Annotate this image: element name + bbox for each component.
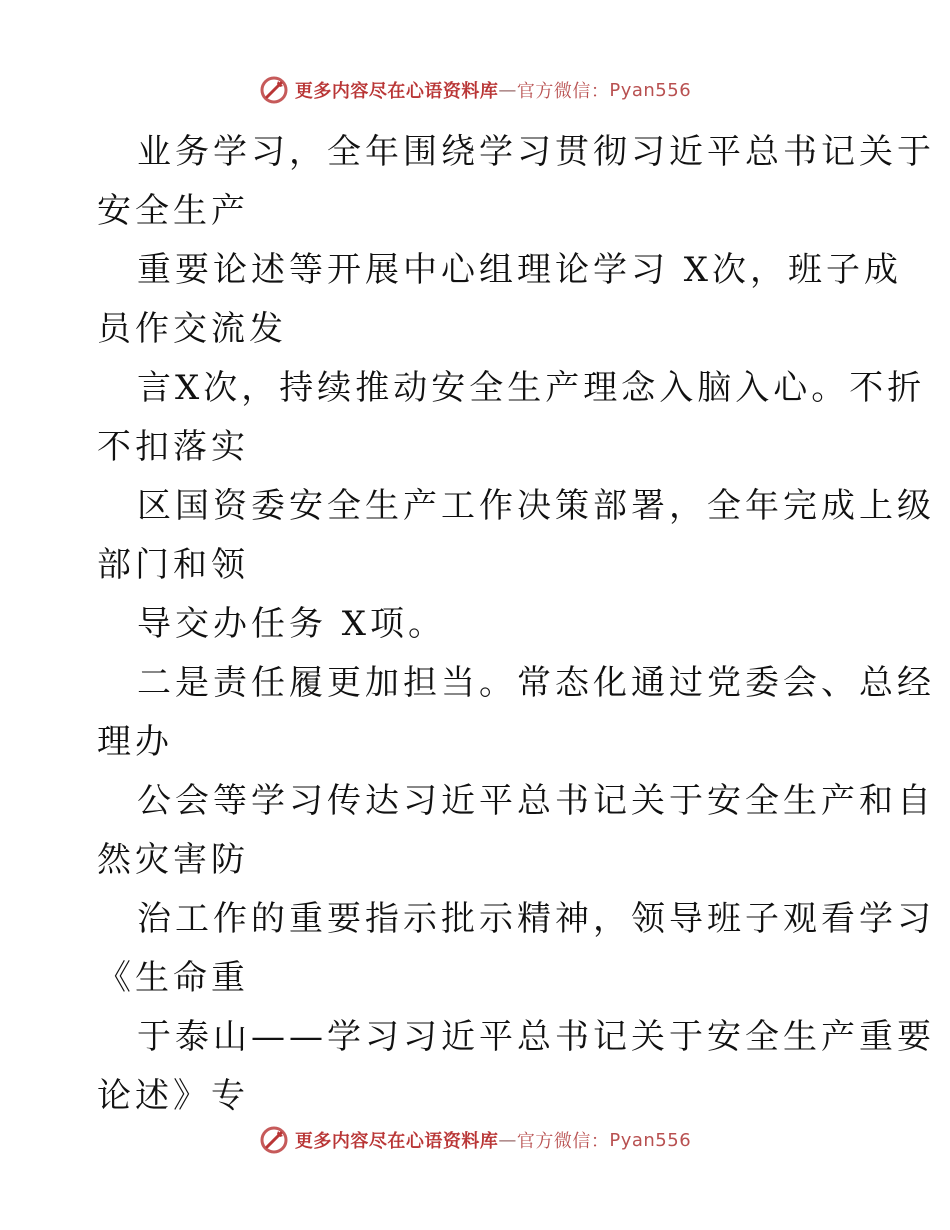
body-line: 安全生产 (97, 191, 249, 231)
body-line: 《生命重 (97, 958, 249, 998)
document-body (97, 123, 935, 1126)
body-line: 论述》专 (97, 1076, 249, 1116)
banner-dash: — (498, 1129, 517, 1151)
banner-wechat-id: Pyan556 (609, 79, 692, 101)
banner-wechat-label: 官方微信： (516, 1131, 610, 1152)
banner-text: 更多内容尽在心语资料库 (294, 1131, 499, 1152)
body-line: 二是责任履更加担当。常态化通过党委会、总经 (137, 663, 935, 703)
body-line: 业务学习，全年围绕学习贯彻习近平总书记关于 (137, 132, 935, 172)
body-line: 理办 (97, 722, 173, 762)
body-line: 员作交流发 (97, 309, 287, 349)
banner-wechat-label: 官方微信： (516, 81, 610, 102)
body-line: 然灾害防 (97, 840, 249, 880)
body-line: 言X次，持续推动安全生产理念入脑入心。不折 (137, 368, 926, 408)
footer-banner (0, 1120, 950, 1160)
body-line: 公会等学习传达习近平总书记关于安全生产和自 (137, 781, 935, 821)
pen-swirl-logo-icon (259, 75, 289, 105)
body-line: 重要论述等开展中心组理论学习 X次，班子成 (137, 250, 903, 290)
body-line: 于泰山——学习习近平总书记关于安全生产重要 (137, 1017, 935, 1057)
body-line: 导交办任务 X项。 (137, 604, 447, 644)
body-line: 区国资委安全生产工作决策部署，全年完成上级 (137, 486, 935, 526)
header-banner (0, 70, 950, 110)
body-line: 治工作的重要指示批示精神，领导班子观看学习 (137, 899, 935, 939)
pen-swirl-logo-icon (259, 1125, 289, 1155)
body-line: 部门和领 (97, 545, 249, 585)
banner-text: 更多内容尽在心语资料库 (294, 81, 499, 102)
body-line: 不扣落实 (97, 427, 249, 467)
banner-dash: — (498, 79, 517, 101)
banner-wechat-id: Pyan556 (609, 1129, 692, 1151)
